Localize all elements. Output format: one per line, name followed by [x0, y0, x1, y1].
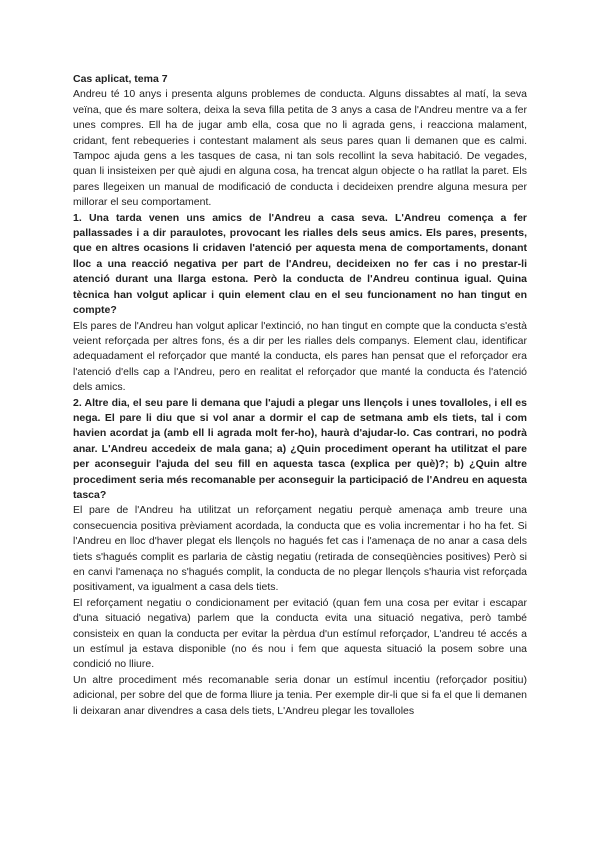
- intro-paragraph: Andreu té 10 anys i presenta alguns problemes de conducta. Alguns dissabtes al matí, la seva veïna, que és mare soltera, deixa la seva filla petita de 3 anys a casa de l'Andreu mentre va a fer unes compres. Ell ha de jugar amb ella, cosa que no li agrada gens, i reacciona malament, cridant, fent rebequeries i contestant malament als seus pares quan li demanen que es calmi. Tampoc ajuda gens a les tasques de casa, ni tan sols recollint la seva habitació. De vegades, quan li insisteixen per què ajudi en alguna cosa, ha trencat algun objecte o ha ratllat la paret. Els pares llegeixen un manual de modificació de conducta i decideixen prendre alguna mesura per millorar el seu comportament.: [73, 88, 527, 209]
- question-2: 2. Altre dia, el seu pare li demana que l'ajudi a plegar uns llençols i unes tovalloles, i ell es nega. El pare li diu que si vol anar a dormir el cap de setmana amb els tiets, tal i com havien acordat ja (amb ell li agrada molt fer-ho), haurà d'ajudar-lo. Cas contrari, no podrà anar. L'Andreu accedeix de mala gana; a) ¿Quin procediment operant ha utilitzat el pare per aconseguir l'ajuda del seu fill en aquesta tasca (explica per què)?; b) ¿Quin altre procediment seria més recomanable per aconseguir la participació de l'Andreu en aquesta tasca?: [73, 396, 527, 501]
- document-title: Cas aplicat, tema 7: [73, 73, 168, 85]
- document-page: [73, 72, 527, 719]
- answer-2a: El pare de l'Andreu ha utilitzat un reforçament negatiu perquè amenaça amb treure una consecuencia positiva prèviament acordada, la conducta que es volia incrementar i ho ha fet. Si l'Andreu en lloc d'haver plegat els llençols no hagués fet cas i l'amenaça de no anar a casa dels tiets s'hagués complit es parlaria de càstig negatiu (retirada de conseqüències positives) Però si en canvi l'amenaça no s'hagués complit, la conducta de no plegar llençols s'hauria vist reforçada positivament, va igualment a casa dels tiets.: [73, 504, 527, 594]
- answer-2c: Un altre procediment més recomanable seria donar un estímul incentiu (reforçador positiu) adicional, per sobre del que de forma lliure ja tenia. Per exemple dir-li que si fa el que li demanen li deixaran anar divendres a casa dels tiets, L'Andreu plegar les tovalloles: [73, 673, 527, 717]
- answer-1: Els pares de l'Andreu han volgut aplicar l'extinció, no han tingut en compte que la conducta s'està veient reforçada per altres fons, és a dir per les rialles dels companys. Element clau, identificar adequadament el reforçador que manté la conducta, els pares han pensat que el reforçador era l'atenció d'ells cap a l'Andreu, pero en realitat el reforçador que manté la conducta és l'atenció dels amics.: [73, 319, 527, 394]
- answer-2b: El reforçament negatiu o condicionament per evitació (quan fem una cosa per evitar i escapar d'una situació negativa) parlem que la conducta evita una situació negativa, però també consisteix en quan la conducta per evitar la pèrdua d'un estímul reforçador, L'andreu té accés a un estímul ja estava disponible (no és nou i fem que aquesta situació la posem sobre una condició no lliure.: [73, 596, 527, 671]
- question-1: 1. Una tarda venen uns amics de l'Andreu a casa seva. L'Andreu comença a fer pallassades i a dir paraulotes, provocant les rialles dels seus amics. Els pares, presents, que en altres ocasions li cridaven l'atenció per aquesta mena de comportaments, donant lloc a una reacció negativa per part de l'Andreu, decideixen no fer cas i no prestar-li atenció durant una llarga estona. Però la conducta de l'Andreu continua igual. Quina tècnica han volgut aplicar i quin element clau en el seu funcionament no han tingut en compte?: [73, 211, 527, 317]
